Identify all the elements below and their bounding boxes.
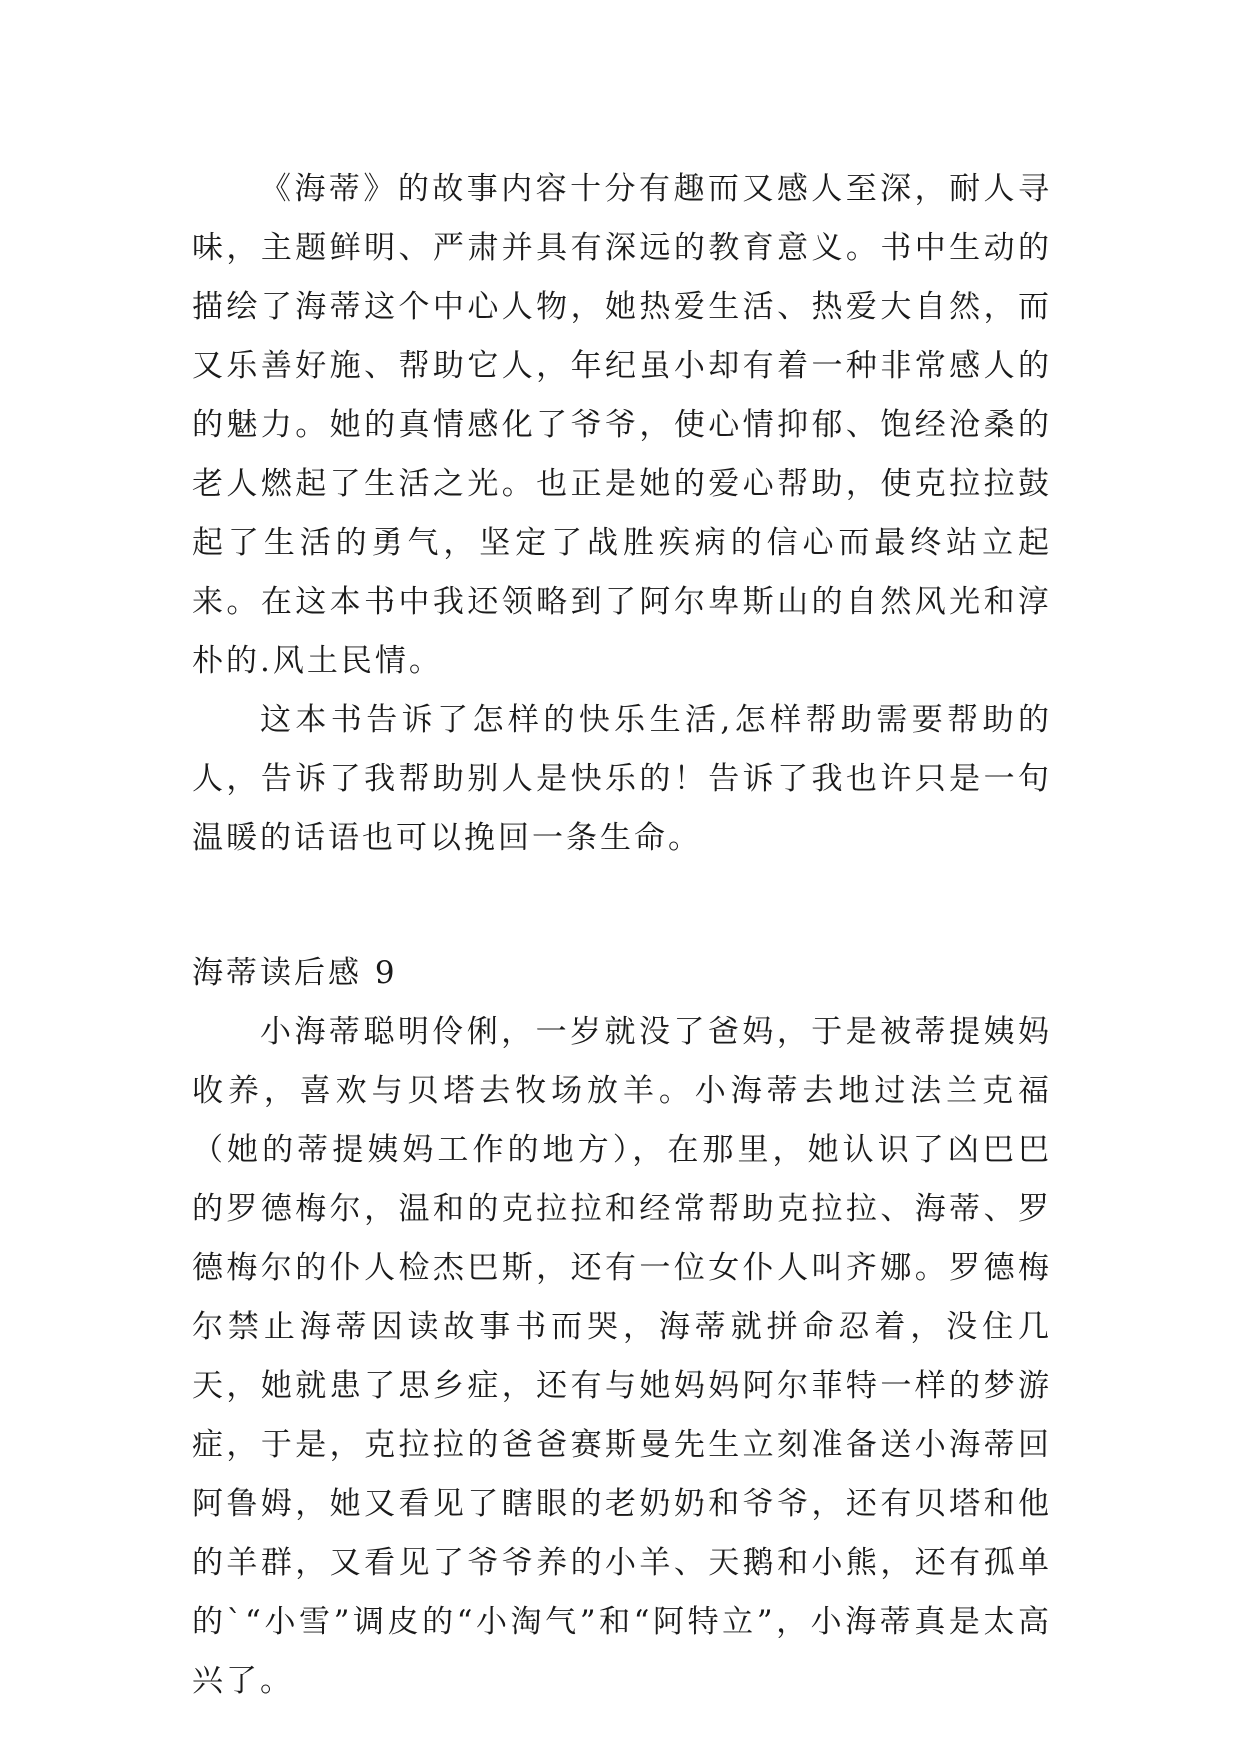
document-body	[192, 160, 1052, 1711]
section-spacer	[192, 868, 1052, 944]
section-title: 海蒂读后感 9	[192, 955, 398, 991]
paragraph: 这本书告诉了怎样的快乐生活,怎样帮助需要帮助的人，告诉了我帮助别人是快乐的！告诉了我也许只是一句温暖的话语也可以挽回一条生命。	[192, 702, 1052, 856]
paragraph: 《海蒂》的故事内容十分有趣而又感人至深，耐人寻味，主题鲜明、严肃并具有深远的教育意义。书中生动的描绘了海蒂这个中心人物，她热爱生活、热爱大自然，而又乐善好施、帮助它人，年纪虽小却有着一种非常感人的的魅力。她的真情感化了爷爷，使心情抑郁、饱经沧桑的老人燃起了生活之光。也正是她的爱心帮助，使克拉拉鼓起了生活的勇气，坚定了战胜疾病的信心而最终站立起来。在这本书中我还领略到了阿尔卑斯山的自然风光和淳朴的.风土民情。	[192, 171, 1052, 679]
paragraph: 小海蒂聪明伶俐，一岁就没了爸妈，于是被蒂提姨妈收养，喜欢与贝塔去牧场放羊。小海蒂去地过法兰克福（她的蒂提姨妈工作的地方），在那里，她认识了凶巴巴的罗德梅尔，温和的克拉拉和经常帮助克拉拉、海蒂、罗德梅尔的仆人检杰巴斯，还有一位女仆人叫齐娜。罗德梅尔禁止海蒂因读故事书而哭，海蒂就拼命忍着，没住几天，她就患了思乡症，还有与她妈妈阿尔菲特一样的梦游症，于是，克拉拉的爸爸赛斯曼先生立刻准备送小海蒂回阿鲁姆，她又看见了瞎眼的老奶奶和爷爷，还有贝塔和他的羊群，又看见了爷爷养的小羊、天鹅和小熊，还有孤单的`“小雪”调皮的“小淘气”和“阿特立”，小海蒂真是太高兴了。	[192, 1014, 1052, 1699]
